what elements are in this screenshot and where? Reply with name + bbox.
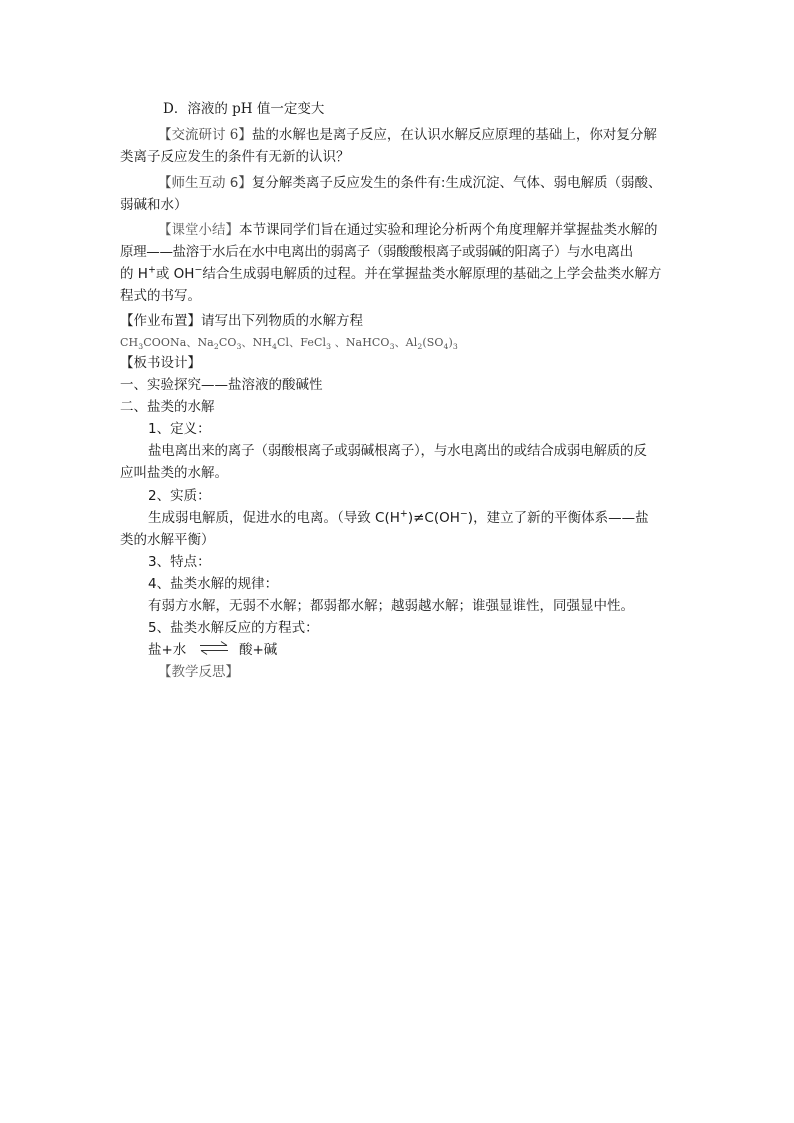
- essence-line1: 生成弱电解质，促进水的电离。（导致 C(H+)≠C(OH−)，建立了新的平衡体系——盐: [148, 508, 649, 526]
- summary-bracket: 【课堂小结】: [158, 222, 239, 238]
- summary-text: 本节课同学们旨在通过实验和理论分析两个角度理解并掌握盐类水解的: [239, 222, 658, 238]
- exchange-paragraph-line1: [158, 124, 657, 146]
- homework-bracket: 【作业布置】: [120, 313, 201, 329]
- feature-title: 3、特点：: [148, 554, 211, 570]
- definition-line2: 应叫盐类的水解。: [120, 465, 228, 481]
- homework-line: [120, 310, 363, 332]
- interaction-text: 复分解类离子反应发生的条件有:生成沉淀、气体、弱电解质（弱酸、: [251, 175, 662, 191]
- essence-title: 2、实质：: [148, 488, 211, 504]
- board-section-1: 一、实验探究——盐溶液的酸碱性: [120, 377, 323, 393]
- equation-right: 酸+碱: [239, 642, 278, 658]
- equation-title: 5、盐类水解反应的方程式：: [148, 620, 319, 636]
- definition-line1: 盐电离出来的离子（弱酸根离子或弱碱根离子），与水电离出的或结合成弱电解质的反: [148, 443, 647, 459]
- interaction-paragraph-line2: 弱碱和水）: [120, 197, 188, 213]
- summary-line4: 程式的书写。: [120, 288, 201, 304]
- interaction-bracket: 【师生互动 6】: [158, 175, 252, 191]
- interaction-paragraph-line1: [158, 172, 661, 194]
- homework-formulas: $CH_3COONa$、$Na_2CO_3$、$NH_4Cl$、FeCl$_3$ 、NaHCO$_3$、$Al_2(SO_4)_3$: [120, 336, 458, 352]
- summary-line2: 原理——盐溶于水后在水中电离出的弱离子（弱酸酸根离子或弱碱的阳离子）与水电离出: [120, 244, 633, 260]
- summary-line3: 的 H+或 OH−结合生成弱电解质的过程。并在掌握盐类水解原理的基础之上学会盐类水解方: [120, 264, 662, 282]
- reflection-title: 【教学反思】: [158, 664, 239, 680]
- definition-title: 1、定义：: [148, 421, 211, 437]
- homework-text: 请写出下列物质的水解方程: [201, 313, 363, 329]
- exchange-text: 盐的水解也是离子反应，在认识水解反应原理的基础上，你对复分解: [251, 127, 657, 143]
- equation-left: 盐+水: [148, 642, 187, 658]
- exchange-paragraph-line2: 类离子反应发生的条件有无新的认识？: [120, 149, 350, 165]
- essence-line2: 类的水解平衡）: [120, 532, 215, 548]
- board-section-2: 二、盐类的水解: [120, 399, 215, 415]
- board-design-title: 【板书设计】: [120, 355, 201, 371]
- option-d: D．溶液的 pH 值一定变大: [163, 101, 325, 117]
- exchange-bracket: 【交流研讨 6】: [158, 127, 252, 143]
- law-title: 4、盐类水解的规律：: [148, 576, 279, 592]
- law-line: 有弱方水解，无弱不水解；都弱都水解；越弱越水解；谁强显谁性，同强显中性。: [148, 598, 634, 614]
- summary-line1: [158, 219, 658, 241]
- reversible-arrow-icon: [198, 640, 230, 656]
